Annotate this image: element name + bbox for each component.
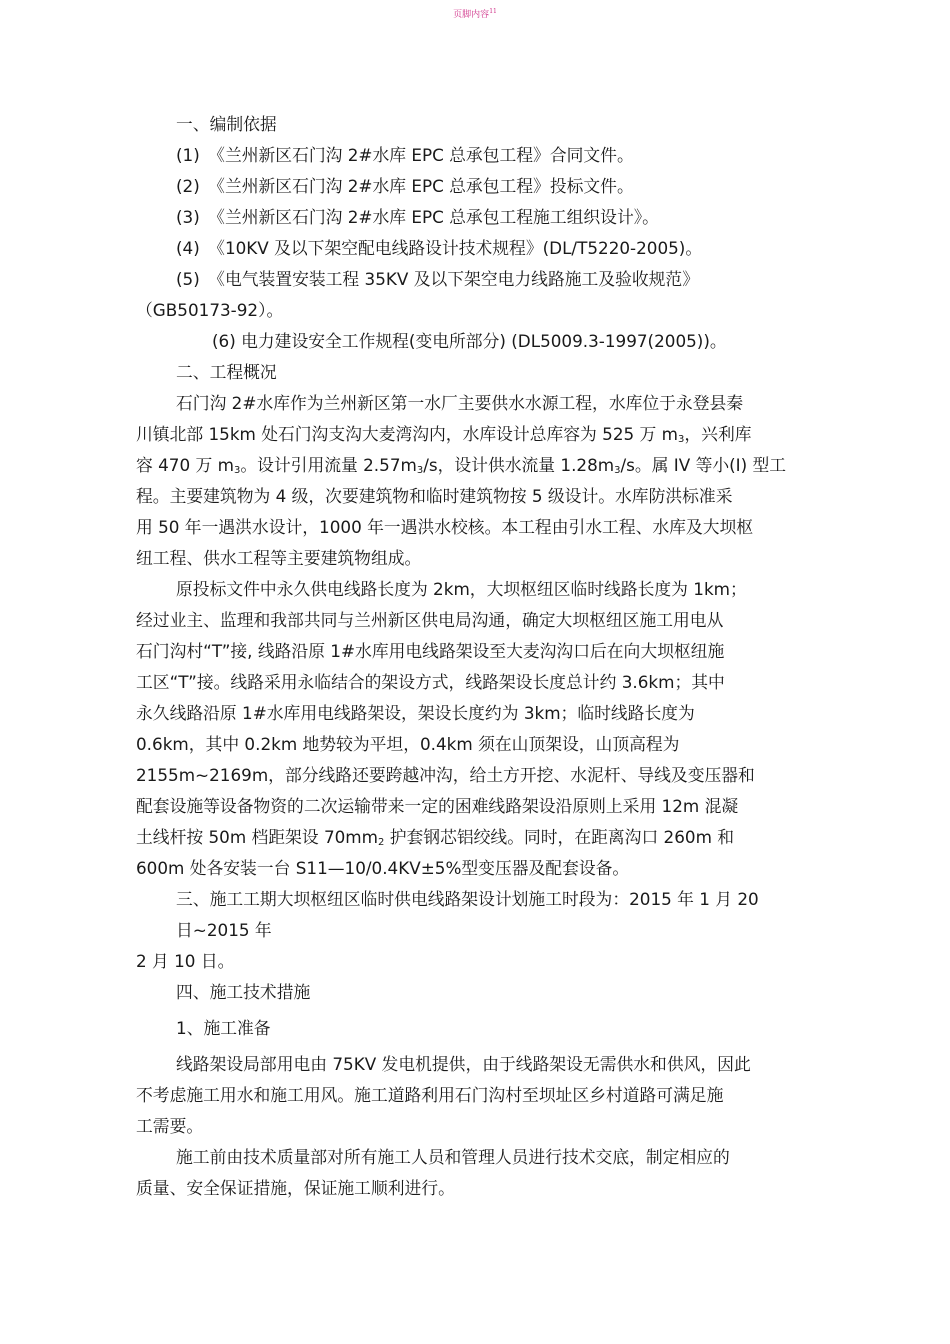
text-line: 1、施工准备 bbox=[176, 1018, 271, 1038]
text-line: (1) 《兰州新区石门沟 2#水库 EPC 总承包工程》合同文件。 bbox=[176, 145, 634, 165]
text-line: 一、编制依据 bbox=[176, 114, 277, 134]
text-line: 不考虑施工用水和施工用风。施工道路利用石门沟村至坝址区乡村道路可满足施 bbox=[136, 1085, 724, 1105]
text-line: 配套设施等设备物资的二次运输带来一定的困难线路架设沿原则上采用 12m 混凝 bbox=[136, 796, 739, 816]
text-line: (2) 《兰州新区石门沟 2#水库 EPC 总承包工程》投标文件。 bbox=[176, 176, 634, 196]
text-line: 日~2015 年 bbox=[176, 920, 272, 940]
page-header bbox=[0, 6, 950, 21]
header-page-number: 11 bbox=[489, 8, 497, 15]
text-line: 线路架设局部用电由 75KV 发电机提供，由于线路架设无需供水和供风，因此 bbox=[176, 1054, 751, 1074]
text-line: (4) 《10KV 及以下架空配电线路设计技术规程》(DL/T5220-2005)。 bbox=[176, 238, 703, 258]
text-line: 川镇北部 15km 处石门沟支沟大麦湾沟内，水库设计总库容为 525 万 $m_3$，兴利库 bbox=[136, 424, 752, 445]
text-line: （GB50173-92）。 bbox=[136, 300, 284, 320]
text-line: 工需要。 bbox=[136, 1116, 204, 1136]
text-line: 永久线路沿原 1#水库用电线路架设，架设长度约为 3km；临时线路长度为 bbox=[136, 703, 695, 723]
text-line: 四、施工技术措施 bbox=[176, 982, 311, 1002]
text-line: 容 470 万 $m_3$。设计引用流量 $2.57m_3/s$，设计供水流量 $1.28m_3/s$。属 IV 等小(I) 型工 bbox=[136, 455, 787, 476]
text-line: 0.6km，其中 0.2km 地势较为平坦，0.4km 须在山顶架设，山顶高程为 bbox=[136, 734, 680, 754]
text-line: 三、施工工期大坝枢纽区临时供电线路架设计划施工时段为：2015 年 1 月 20 bbox=[176, 889, 759, 909]
text-line: 经过业主、监理和我部共同与兰州新区供电局沟通，确定大坝枢纽区施工用电从 bbox=[136, 610, 724, 630]
text-line: 600m 处各安装一台 S11—10/0.4KV±5%型变压器及配套设备。 bbox=[136, 858, 630, 878]
text-line: 工区“T”接。线路采用永临结合的架设方式，线路架设长度总计约 3.6km；其中 bbox=[136, 672, 725, 692]
text-line: 二、工程概况 bbox=[176, 362, 277, 382]
text-line: (6) 电力建设安全工作规程(变电所部分) (DL5009.3-1997(2005))。 bbox=[212, 331, 727, 351]
text-line: 用 50 年一遇洪水设计，1000 年一遇洪水校核。本工程由引水工程、水库及大坝枢 bbox=[136, 517, 754, 537]
text-line: 施工前由技术质量部对所有施工人员和管理人员进行技术交底，制定相应的 bbox=[176, 1147, 730, 1167]
text-line: 石门沟 2#水库作为兰州新区第一水厂主要供水水源工程，水库位于永登县秦 bbox=[176, 393, 744, 413]
text-line: 2155m~2169m，部分线路还要跨越冲沟，给土方开挖、水泥杆、导线及变压器和 bbox=[136, 765, 755, 785]
text-line: (5) 《电气装置安装工程 35KV 及以下架空电力线路施工及验收规范》 bbox=[176, 269, 699, 289]
text-line: 土线杆按 50m 档距架设 $70mm_2$ 护套钢芯铝绞线。同时，在距离沟口 260m 和 bbox=[136, 827, 735, 848]
text-line: 程。主要建筑物为 4 级，次要建筑物和临时建筑物按 5 级设计。水库防洪标准采 bbox=[136, 486, 733, 506]
text-line: (3) 《兰州新区石门沟 2#水库 EPC 总承包工程施工组织设计》。 bbox=[176, 207, 659, 227]
text-line: 石门沟村“T”接, 线路沿原 1#水库用电线路架设至大麦沟沟口后在向大坝枢纽施 bbox=[136, 641, 725, 661]
text-line: 纽工程、供水工程等主要建筑物组成。 bbox=[136, 548, 422, 568]
text-line: 2 月 10 日。 bbox=[136, 951, 235, 971]
header-text: 页脚内容 bbox=[453, 10, 490, 20]
text-line: 质量、安全保证措施，保证施工顺利进行。 bbox=[136, 1178, 455, 1198]
text-line: 原投标文件中永久供电线路长度为 2km，大坝枢纽区临时线路长度为 1km； bbox=[176, 579, 747, 599]
